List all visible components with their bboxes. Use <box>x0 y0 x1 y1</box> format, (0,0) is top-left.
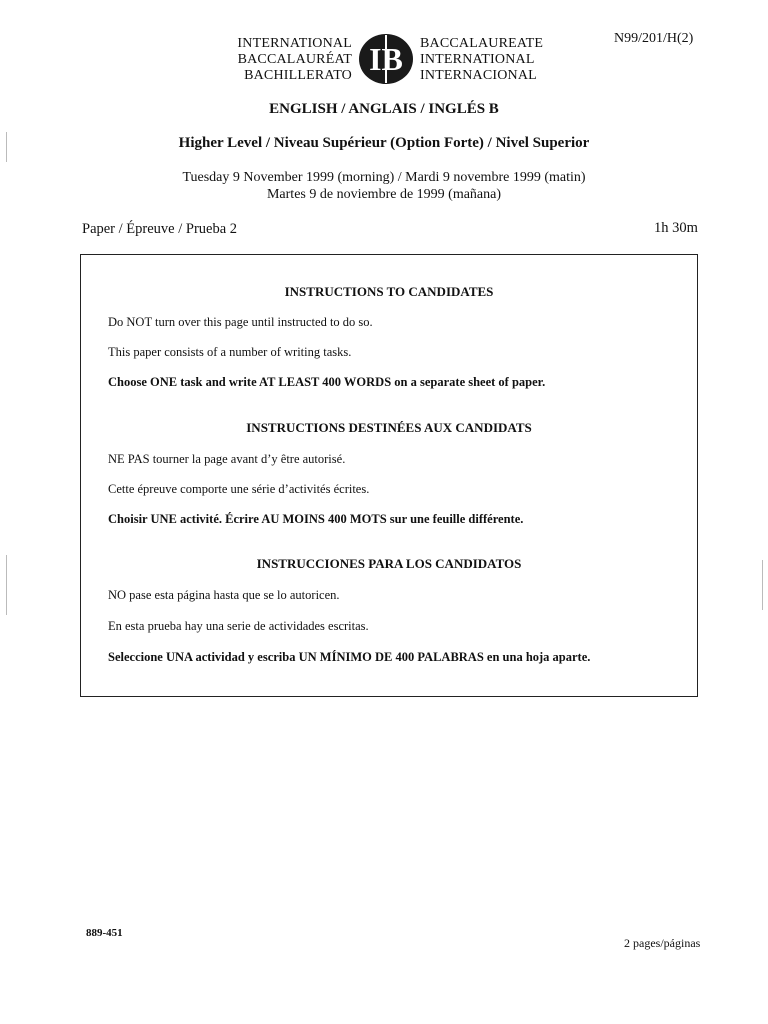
ib-name-line: INTERNACIONAL <box>420 68 537 83</box>
scan-mark <box>6 555 7 615</box>
instruction-line: NO pase esta página hasta que se lo autoricen. <box>108 588 340 602</box>
exam-date-line: Tuesday 9 November 1999 (morning) / Mardi 9 novembre 1999 (matin) <box>182 170 586 185</box>
ib-name-right <box>420 36 580 84</box>
instruction-line: Cette épreuve comporte une série d’activités écrites. <box>108 482 370 496</box>
ib-logo-letters: IB <box>369 41 403 77</box>
instructions-heading-french: INSTRUCTIONS DESTINÉES AUX CANDIDATS <box>246 420 532 435</box>
instruction-line-task: Seleccione UNA actividad y escriba UN MÍNIMO DE 400 PALABRAS en una hoja aparte. <box>108 650 591 664</box>
ib-name-line: BACCALAURÉAT <box>237 52 352 67</box>
instruction-line-task: Choose ONE task and write AT LEAST 400 WORDS on a separate sheet of paper. <box>108 375 546 389</box>
paper-number: Paper / Épreuve / Prueba 2 <box>82 221 238 237</box>
instruction-line: En esta prueba hay una serie de actividades escritas. <box>108 619 369 633</box>
exam-duration: 1h 30m <box>654 220 698 236</box>
exam-title: ENGLISH / ANGLAIS / INGLÉS B <box>269 101 499 117</box>
document-number: 889-451 <box>86 927 123 939</box>
instruction-line: NE PAS tourner la page avant d’y être autorisé. <box>108 452 346 466</box>
instructions-heading-spanish: INSTRUCCIONES PARA LOS CANDIDATOS <box>256 556 522 571</box>
instructions-heading-english: INSTRUCTIONS TO CANDIDATES <box>284 284 494 299</box>
ib-name-line: INTERNATIONAL <box>237 36 352 51</box>
paper-code: N99/201/H(2) <box>614 31 694 46</box>
scan-mark <box>6 132 7 162</box>
instruction-line: This paper consists of a number of writing tasks. <box>108 345 352 359</box>
instruction-line-task: Choisir UNE activité. Écrire AU MOINS 400 MOTS sur une feuille différente. <box>108 512 524 526</box>
ib-name-line: INTERNATIONAL <box>420 52 535 67</box>
ib-name-line: BACCALAUREATE <box>420 36 544 51</box>
ib-name-line: BACHILLERATO <box>244 68 352 83</box>
page-count: 2 pages/páginas <box>624 936 701 950</box>
scan-mark <box>762 560 763 610</box>
ib-name-left <box>200 36 352 84</box>
instruction-line: Do NOT turn over this page until instructed to do so. <box>108 315 373 329</box>
ib-logo <box>356 32 416 86</box>
exam-date-line-spanish: Martes 9 de noviembre de 1999 (mañana) <box>266 187 502 202</box>
exam-level: Higher Level / Niveau Supérieur (Option Forte) / Nivel Superior <box>178 135 590 151</box>
